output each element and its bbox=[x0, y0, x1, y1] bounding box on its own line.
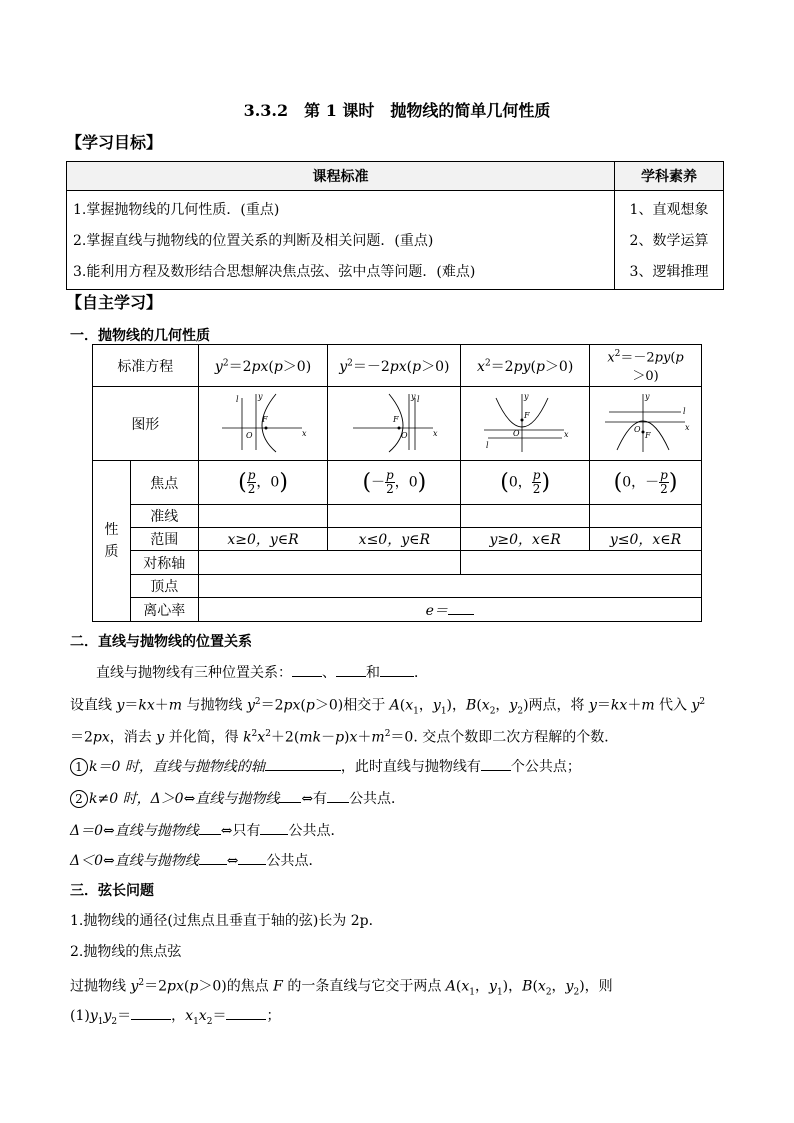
directrix-2 bbox=[328, 505, 461, 528]
focus-1: ( $\frac{p}{2}$ ，0) bbox=[198, 461, 328, 505]
literacy-3: 3、逻辑推理 bbox=[629, 264, 709, 280]
standard-2: 2.掌握直线与抛物线的位置关系的判断及相关问题．(重点) bbox=[73, 233, 434, 249]
literacy-1: 1、直观想象 bbox=[629, 202, 709, 218]
parabola-left-graph bbox=[349, 390, 439, 454]
graph-3 bbox=[461, 387, 590, 461]
range-2: x≤0，y∈R bbox=[328, 528, 461, 551]
svg-text:l: l bbox=[486, 440, 489, 450]
sec3-line3: 过抛物线 $y^2=2px(p>0)$的焦点 F 的一条直线与它交于两点 $A(x_1$，$y_1$)，$B(x_2$，$y_2$)，则 bbox=[70, 978, 613, 998]
goals-col-literacy: 学科素养 bbox=[615, 162, 724, 191]
focus-4: (0，－ $\frac{p}{2}$ ) bbox=[590, 461, 702, 505]
sec3-item2: 2.抛物线的焦点弦 bbox=[70, 944, 182, 960]
directrix-1 bbox=[198, 505, 328, 528]
page-title: 3.3.2 第 1 课时 抛物线的简单几何性质 bbox=[243, 101, 551, 120]
self-study-heading: 【自主学习】 bbox=[66, 293, 163, 312]
ecc-cell: e＝ bbox=[198, 598, 701, 622]
range-1: x≥0，y∈R bbox=[198, 528, 328, 551]
svg-text:x: x bbox=[564, 429, 569, 439]
literacy-2: 2、数学运算 bbox=[629, 233, 709, 249]
goals-table bbox=[66, 161, 724, 290]
sec3-line4: $(1)y_1y_2=$ ，$x_1x_2=$ ； bbox=[70, 1005, 280, 1032]
sec2-case3: Δ＝0⇔直线与抛物线 ⇔只有 公共点． bbox=[70, 820, 344, 841]
row-axis: 对称轴 bbox=[130, 551, 198, 575]
svg-text:F: F bbox=[644, 430, 651, 440]
svg-text:y: y bbox=[644, 391, 650, 401]
eq-1: $y^2=2px(p>0)$ bbox=[198, 345, 328, 387]
svg-text:l: l bbox=[682, 406, 686, 416]
sec2-line3: ＝2px，消去 y 并化简，得 $k^2x^2+2(mk-p)x+m^2=0$. 交点个数即二次方程解的个数． bbox=[70, 729, 619, 746]
focus-3: (0， $\frac{p}{2}$ ) bbox=[461, 461, 590, 505]
svg-text:x: x bbox=[302, 428, 307, 438]
row-std-eq: 标准方程 bbox=[93, 345, 199, 387]
goals-heading: 【学习目标】 bbox=[66, 133, 163, 152]
range-3: y≥0，x∈R bbox=[461, 528, 590, 551]
svg-text:O: O bbox=[401, 430, 408, 440]
parabola-up-graph bbox=[480, 390, 570, 454]
eq-3: $x^2=2py(p>0)$ bbox=[461, 345, 590, 387]
row-vertex: 顶点 bbox=[130, 575, 198, 598]
eq-2: $y^2=-2px(p>0)$ bbox=[328, 345, 461, 387]
directrix-3 bbox=[461, 505, 590, 528]
row-directrix: 准线 bbox=[130, 505, 198, 528]
parabola-properties-table bbox=[92, 344, 702, 622]
sec2-line1: 直线与抛物线有三种位置关系： 、 和 ． bbox=[96, 662, 428, 683]
row-graph: 图形 bbox=[93, 387, 199, 461]
parabola-down-graph bbox=[601, 390, 691, 454]
sec1-heading: 一．抛物线的几何性质 bbox=[70, 328, 210, 344]
svg-text:O: O bbox=[246, 430, 253, 440]
row-prop: 性质 bbox=[93, 461, 131, 622]
parabola-right-graph bbox=[218, 390, 308, 454]
svg-text:O: O bbox=[513, 428, 520, 438]
sec2-case4: Δ＜0⇔直线与抛物线 ⇔ 公共点． bbox=[70, 850, 322, 871]
sec2-heading: 二．直线与抛物线的位置关系 bbox=[70, 634, 252, 650]
row-range: 范围 bbox=[130, 528, 198, 551]
svg-text:x: x bbox=[433, 428, 438, 438]
sec3-item1: 1.抛物线的通径(过焦点且垂直于轴的弦)长为 2p． bbox=[70, 913, 383, 929]
row-focus: 焦点 bbox=[130, 461, 198, 505]
svg-text:l: l bbox=[417, 394, 420, 404]
vertex-cell bbox=[198, 575, 701, 598]
axis-y-cell bbox=[461, 551, 702, 575]
svg-text:F: F bbox=[393, 414, 399, 424]
svg-text:y: y bbox=[258, 391, 263, 401]
graph-1 bbox=[198, 387, 328, 461]
sec2-case1: 1 k＝0 时，直线与抛物线的轴 ，此时直线与抛物线有 个公共点； bbox=[70, 756, 581, 777]
standard-1: 1.掌握抛物线的几何性质．(重点) bbox=[73, 202, 280, 218]
sec2-line2: 设直线 y＝kx＋m 与抛物线 $y^2=2px(p>0)$相交于 $A(x_1$，$y_1$)，$B(x_2$，$y_2$)两点，将 y＝kx＋m 代入 $y^2$ bbox=[70, 697, 706, 717]
svg-text:F: F bbox=[262, 414, 268, 424]
svg-text:y: y bbox=[524, 391, 529, 401]
sec2-case2: 2 k≠0 时，Δ＞0⇔直线与抛物线 ⇔有 公共点． bbox=[70, 788, 405, 809]
axis-x-cell bbox=[198, 551, 461, 575]
row-ecc: 离心率 bbox=[130, 598, 198, 622]
goals-col-standard: 课程标准 bbox=[67, 162, 615, 191]
svg-text:y: y bbox=[411, 391, 416, 401]
eq-4: $x^2=-2py(p$ ＞0) bbox=[590, 345, 702, 387]
svg-text:F: F bbox=[524, 410, 530, 420]
svg-text:O: O bbox=[633, 424, 641, 434]
standard-3: 3.能利用方程及数形结合思想解决焦点弦、弦中点等问题．(难点) bbox=[73, 264, 476, 280]
sec3-heading: 三．弦长问题 bbox=[70, 883, 154, 899]
graph-2 bbox=[328, 387, 461, 461]
svg-text:x: x bbox=[684, 422, 690, 432]
graph-4 bbox=[590, 387, 702, 461]
focus-2: (－ $\frac{p}{2}$ ，0) bbox=[328, 461, 461, 505]
range-4: y≤0，x∈R bbox=[590, 528, 702, 551]
svg-text:l: l bbox=[236, 394, 239, 404]
directrix-4 bbox=[590, 505, 702, 528]
